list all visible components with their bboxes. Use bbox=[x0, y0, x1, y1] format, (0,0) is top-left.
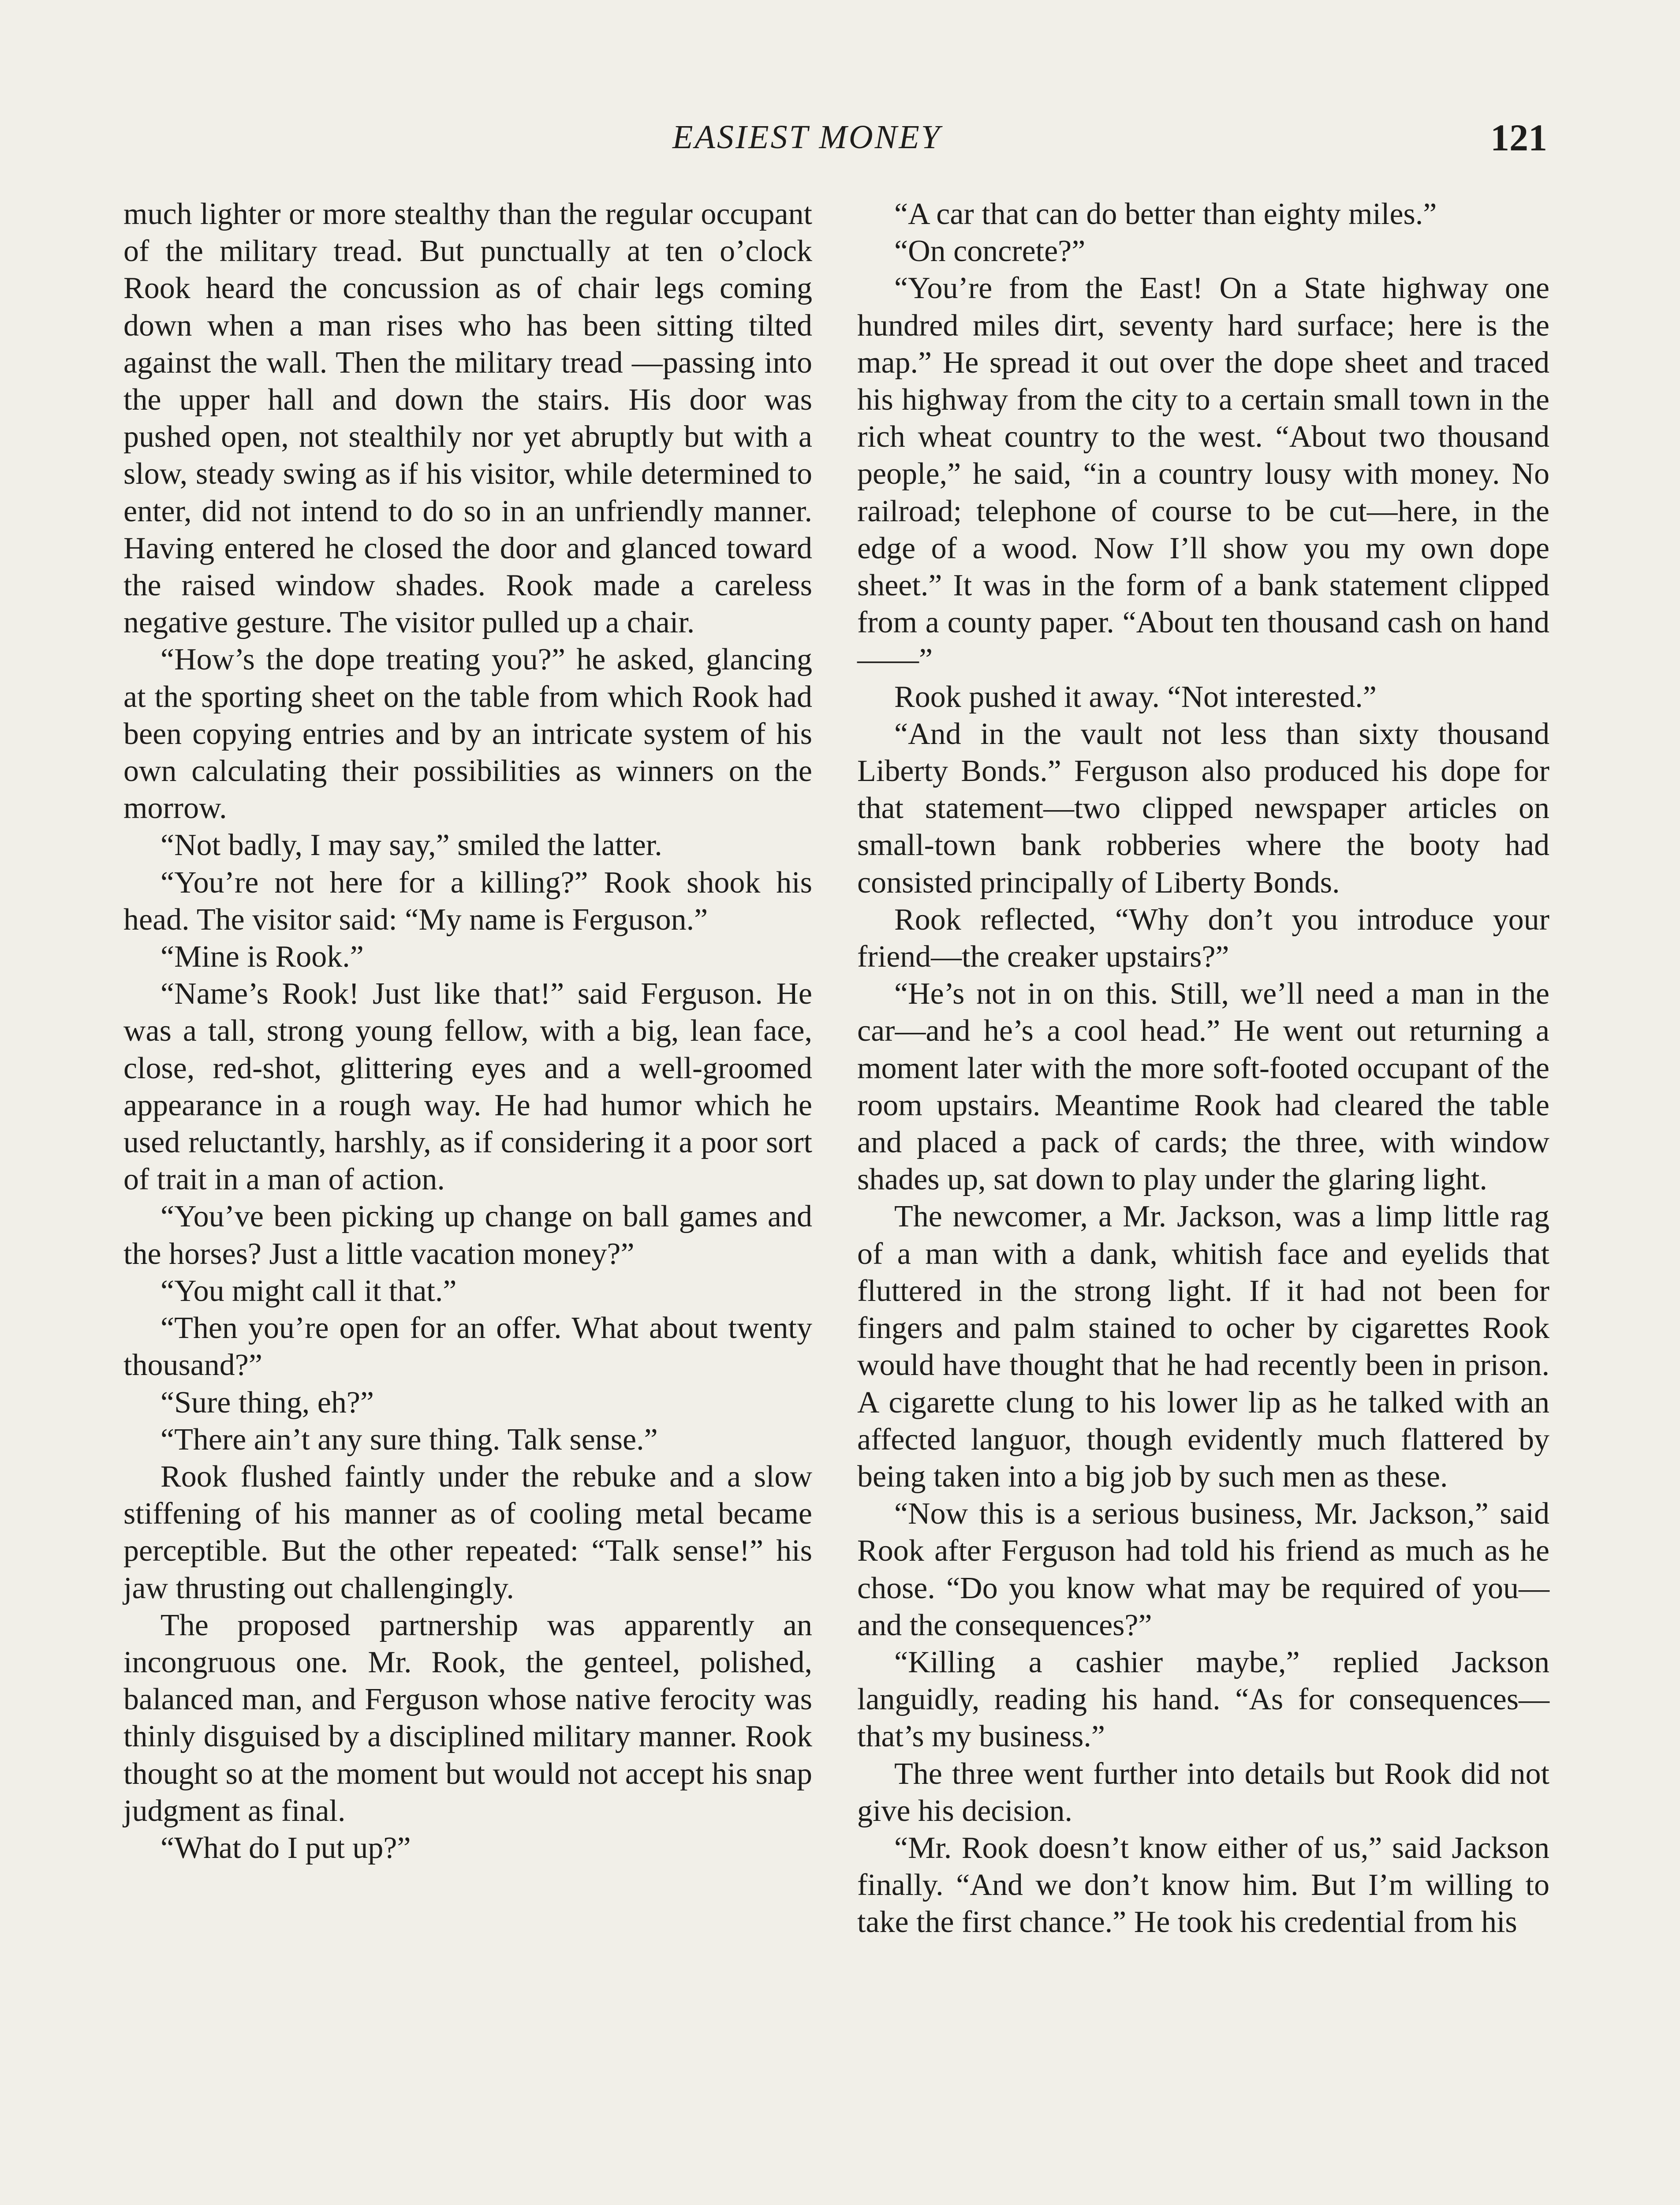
paragraph: “You’re from the East! On a State highway one hundred miles dirt, seventy hard surface; here is the map.” He spread it out over the dope sheet and traced his highway from the city to a certain small town in the rich wheat country to the west. “About two thousand people,” he said, “in a country lousy with money. No railroad; telephone of course to be cut—here, in the edge of a wood. Now I’ll show you my own dope sheet.” It was in the form of a bank statement clipped from a county paper. “About ten thousand cash on hand——” bbox=[857, 271, 1549, 677]
page-number: 121 bbox=[1490, 116, 1547, 159]
right-column bbox=[857, 196, 1549, 1941]
paragraph: “On concrete?” bbox=[894, 234, 1086, 269]
paragraph: “Mr. Rook doesn’t know either of us,” said Jackson finally. “And we don’t know him. But I’m willing to take the first chance.” He took his credential from his bbox=[857, 1831, 1549, 1940]
paragraph: “You’ve been picking up change on ball games and the horses? Just a little vacation money?” bbox=[123, 1200, 812, 1271]
running-head bbox=[0, 118, 1680, 171]
paragraph: Rook flushed faintly under the rebuke and a slow stiffening of his manner as of cooling metal became perceptible. But the other repeated: “Talk sense!” his jaw thrusting out challengingly. bbox=[123, 1459, 812, 1605]
paragraph: much lighter or more stealthy than the regular occupant of the military tread. But punctually at ten o’clock Rook heard the concussion as of chair legs coming down when a man rises who has been sitting tilted against the wall. Then the military tread —passing into the upper hall and down the stairs. His door was pushed open, not stealthily nor yet abruptly but with a slow, steady swing as if his visitor, while determined to enter, did not intend to do so in an unfriendly manner. Having entered he closed the door and glanced toward the raised window shades. Rook made a careless negative gesture. The visitor pulled up a chair. bbox=[123, 197, 812, 640]
paragraph: “He’s not in on this. Still, we’ll need a man in the car—and he’s a cool head.” He went out returning a moment later with the more soft-footed occupant of the room upstairs. Meantime Rook had cleared the table and placed a pack of cards; the three, with window shades up, sat down to play under the glaring light. bbox=[857, 977, 1549, 1197]
running-title: EASIEST MONEY bbox=[672, 119, 942, 156]
paragraph: “You’re not here for a killing?” Rook shook his head. The visitor said: “My name is Ferguson.” bbox=[123, 865, 812, 937]
left-column bbox=[123, 196, 812, 1867]
paragraph: “A car that can do better than eighty miles.” bbox=[894, 197, 1437, 231]
paragraph: “Killing a cashier maybe,” replied Jackson languidly, reading his hand. “As for consequences—that’s my business.” bbox=[857, 1645, 1549, 1754]
paragraph: “Mine is Rook.” bbox=[161, 940, 364, 974]
paragraph: “There ain’t any sure thing. Talk sense.” bbox=[161, 1422, 658, 1457]
paragraph: “How’s the dope treating you?” he asked, glancing at the sporting sheet on the table from which Rook had been copying entries and by an intricate system of his own calculating their possibilities as winners on the morrow. bbox=[123, 643, 812, 826]
paragraph: The three went further into details but Rook did not give his decision. bbox=[857, 1757, 1549, 1828]
paragraph: “And in the vault not less than sixty thousand Liberty Bonds.” Ferguson also produced his dope for that statement—two clipped newspaper articles on small-town bank robberies where the booty had consisted principally of Liberty Bonds. bbox=[857, 717, 1549, 900]
paragraph: “You might call it that.” bbox=[161, 1274, 457, 1308]
paragraph: “Then you’re open for an offer. What about twenty thousand?” bbox=[123, 1311, 812, 1383]
paragraph: “Name’s Rook! Just like that!” said Ferguson. He was a tall, strong young fellow, with a big, lean face, close, red-shot, glittering eyes and a well-groomed appearance in a rough way. He had humor which he used reluctantly, harshly, as if considering it a poor sort of trait in a man of action. bbox=[123, 977, 812, 1197]
paragraph: The proposed partnership was apparently an incongruous one. Mr. Rook, the genteel, polished, balanced man, and Ferguson whose native ferocity was thinly disguised by a disciplined military manner. Rook thought so at the moment but would not accept his snap judgment as final. bbox=[123, 1608, 812, 1828]
paragraph: The newcomer, a Mr. Jackson, was a limp little rag of a man with a dank, whitish face and eyelids that fluttered in the strong light. If it had not been for fingers and palm stained to ocher by cigarettes Rook would have thought that he had recently been in prison. A cigarette clung to his lower lip as he talked with an affected languor, though evidently much flattered by being taken into a big job by such men as these. bbox=[857, 1200, 1549, 1494]
paragraph: Rook pushed it away. “Not interested.” bbox=[894, 680, 1377, 714]
paragraph: “What do I put up?” bbox=[161, 1831, 411, 1865]
paragraph: “Now this is a serious business, Mr. Jackson,” said Rook after Ferguson had told his friend as much as he chose. “Do you know what may be required of you—and the consequences?” bbox=[857, 1497, 1549, 1642]
paragraph: “Sure thing, eh?” bbox=[161, 1385, 374, 1420]
paragraph: Rook reflected, “Why don’t you introduce your friend—the creaker upstairs?” bbox=[857, 902, 1549, 974]
paragraph: “Not badly, I may say,” smiled the latter. bbox=[161, 828, 662, 863]
